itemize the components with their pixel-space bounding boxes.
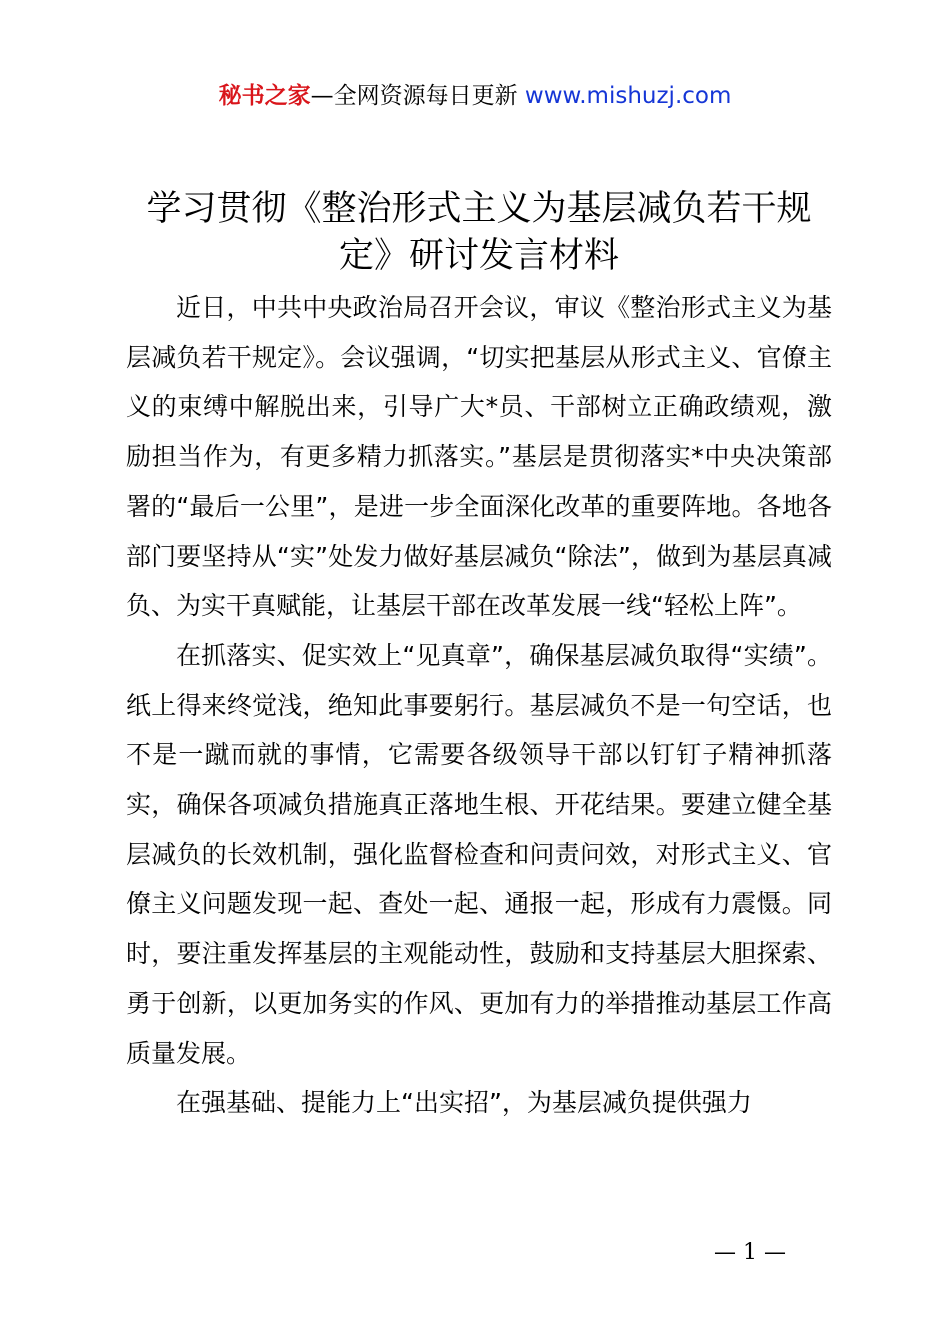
paragraph-2: 在抓落实、促实效上“见真章”，确保基层减负取得“实绩”。纸上得来终觉浅，绝知此事要躬行。基层减负不是一句空话，也不是一蹴而就的事情，它需要各级领导干部以钉钉子精神抓落实，确保各项减负措施真正落地生根、开花结果。要建立健全基层减负的长效机制，强化监督检查和问责问效，对形式主义、官僚主义问题发现一起、查处一起、通报一起，形成有力震慑。同时，要注重发挥基层的主观能动性，鼓励和支持基层大胆探索、勇于创新，以更加务实的作风、更加有力的举措推动基层工作高质量发展。 bbox=[126, 640, 832, 1068]
document-title: 学习贯彻《整治形式主义为基层减负若干规定》研讨发言材料 bbox=[146, 189, 812, 276]
paragraph-1: 近日，中共中央政治局召开会议，审议《整治形式主义为基层减负若干规定》。会议强调，“切实把基层从形式主义、官僚主义的束缚中解脱出来，引导广大*员、干部树立正确政绩观，激励担当作为，有更多精力抓落实。”基层是贯彻落实*中央决策部署的“最后一公里”，是进一步全面深化改革的重要阵地。各地各部门要坚持从“实”处发力做好基层减负“除法”，做到为基层真减负、为实干真赋能，让基层干部在改革发展一线“轻松上阵”。 bbox=[126, 293, 832, 621]
document-body bbox=[126, 283, 832, 1128]
paragraph-3: 在强基础、提能力上“出实招”，为基层减负提供强力 bbox=[176, 1088, 752, 1118]
site-header bbox=[0, 80, 950, 112]
site-tagline: —全网资源每日更新 bbox=[310, 83, 518, 109]
site-brand: 秘书之家 bbox=[218, 83, 311, 109]
site-url-link[interactable]: www.mishuzj.com bbox=[524, 83, 732, 109]
page-number: — 1 — bbox=[714, 1240, 786, 1265]
